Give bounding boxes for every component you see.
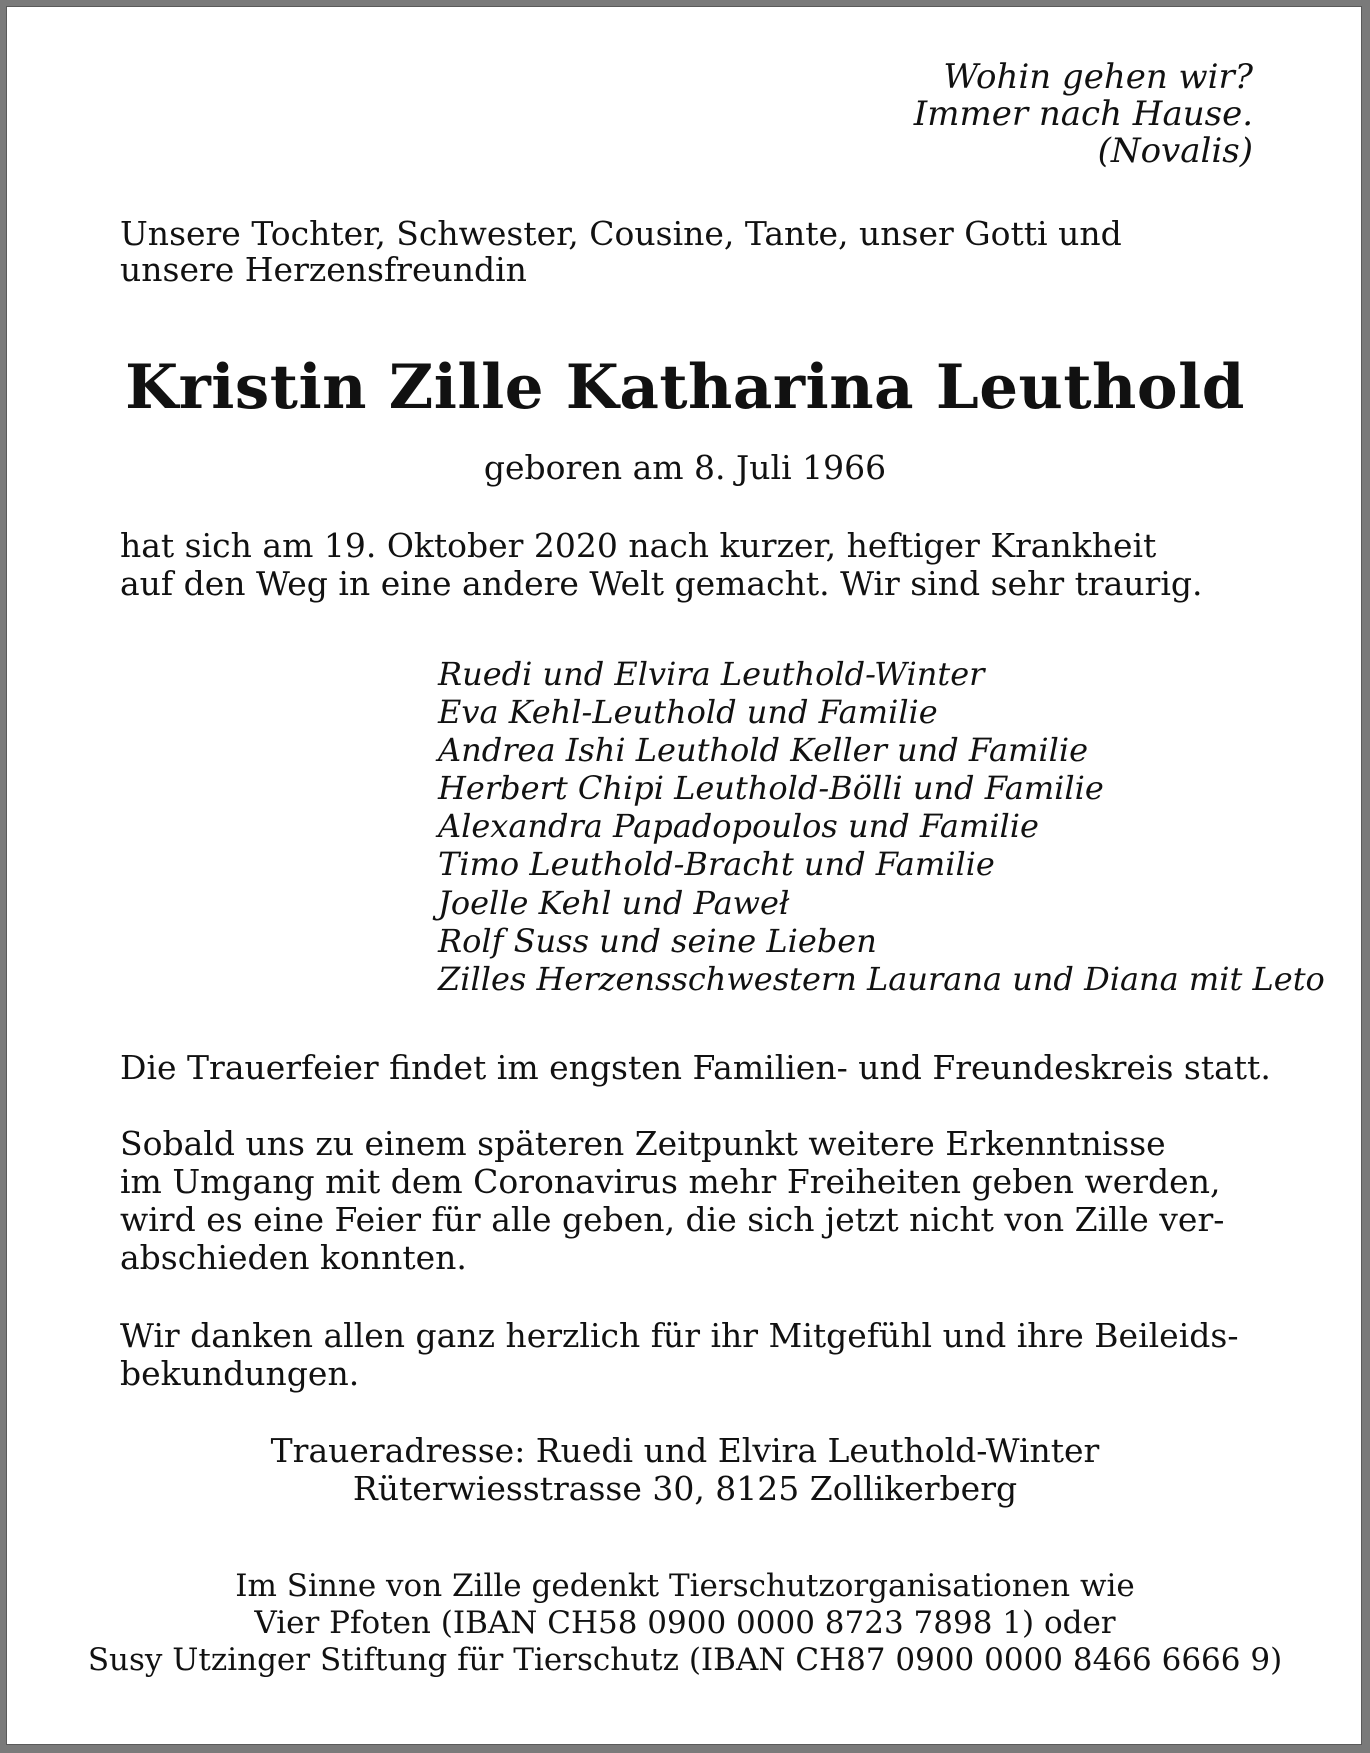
donation-line: Susy Utzinger Stiftung für Tierschutz (IBAN CH87 0900 0000 8466 6666 9) [87,1642,1283,1678]
mourner-item: Herbert Chipi Leuthold-Bölli und Familie [438,769,1104,808]
death-notice-line: auf den Weg in eine andere Welt gemacht. Wir sind sehr traurig. [120,564,1203,603]
birth-date: geboren am 8. Juli 1966 [483,448,887,487]
donation-line: Vier Pfoten (IBAN CH58 0900 0000 8723 7898 1) oder [254,1605,1116,1641]
mourner-item: Rolf Suss und seine Lieben [438,921,877,960]
mourners-list [438,655,1325,998]
thanks-line: bekundungen. [120,1354,360,1393]
later-ceremony-line: im Umgang mit dem Coronavirus mehr Freiheiten geben werden, [120,1162,1221,1201]
donation-line: Im Sinne von Zille gedenkt Tierschutzorganisationen wie [235,1568,1135,1604]
mourner-item: Andrea Ishi Leuthold Keller und Familie [438,731,1089,770]
mourner-item: Timo Leuthold-Bracht und Familie [438,845,995,884]
death-notice-line: hat sich am 19. Oktober 2020 nach kurzer, heftiger Krankheit [120,526,1157,565]
intro-line: unsere Herzensfreundin [120,250,527,289]
later-ceremony-note [120,1125,1224,1277]
later-ceremony-line: abschieden konnten. [120,1238,467,1277]
ceremony-note: Die Trauerfeier findet im engsten Familien- und Freundeskreis statt. [120,1048,1271,1087]
mourner-item: Alexandra Papadopoulos und Familie [438,807,1039,846]
mourning-address [7,1432,1363,1508]
later-ceremony-line: wird es eine Feier für alle geben, die sich jetzt nicht von Zille ver- [120,1200,1225,1239]
thanks-line: Wir danken allen ganz herzlich für ihr Mitgefühl und ihre Beileids- [120,1316,1239,1355]
mourner-item: Zilles Herzensschwestern Laurana und Diana mit Leto [438,959,1325,998]
intro-line: Unsere Tochter, Schwester, Cousine, Tante, unser Gotti und [120,214,1122,253]
later-ceremony-line: Sobald uns zu einem späteren Zeitpunkt weitere Erkenntnisse [120,1124,1166,1163]
motto-quote [914,59,1253,170]
intro-text [120,216,1122,288]
address-line: Rüterwiesstrasse 30, 8125 Zollikerberg [352,1469,1018,1508]
motto-line: Immer nach Hause. [913,94,1253,134]
motto-attribution: (Novalis) [1097,131,1253,171]
mourner-item: Ruedi und Elvira Leuthold-Winter [438,655,985,693]
mourner-item: Joelle Kehl und Paweł [438,883,790,922]
address-line: Traueradresse: Ruedi und Elvira Leuthold-Winter [270,1431,1100,1470]
thanks-note [120,1317,1238,1393]
mourner-item: Eva Kehl-Leuthold und Familie [438,693,938,732]
donation-note [7,1568,1363,1679]
motto-line: Wohin gehen wir? [943,57,1253,97]
obituary-page [6,6,1362,1745]
deceased-name: Kristin Zille Katharina Leuthold [125,352,1245,423]
death-notice [120,527,1203,603]
